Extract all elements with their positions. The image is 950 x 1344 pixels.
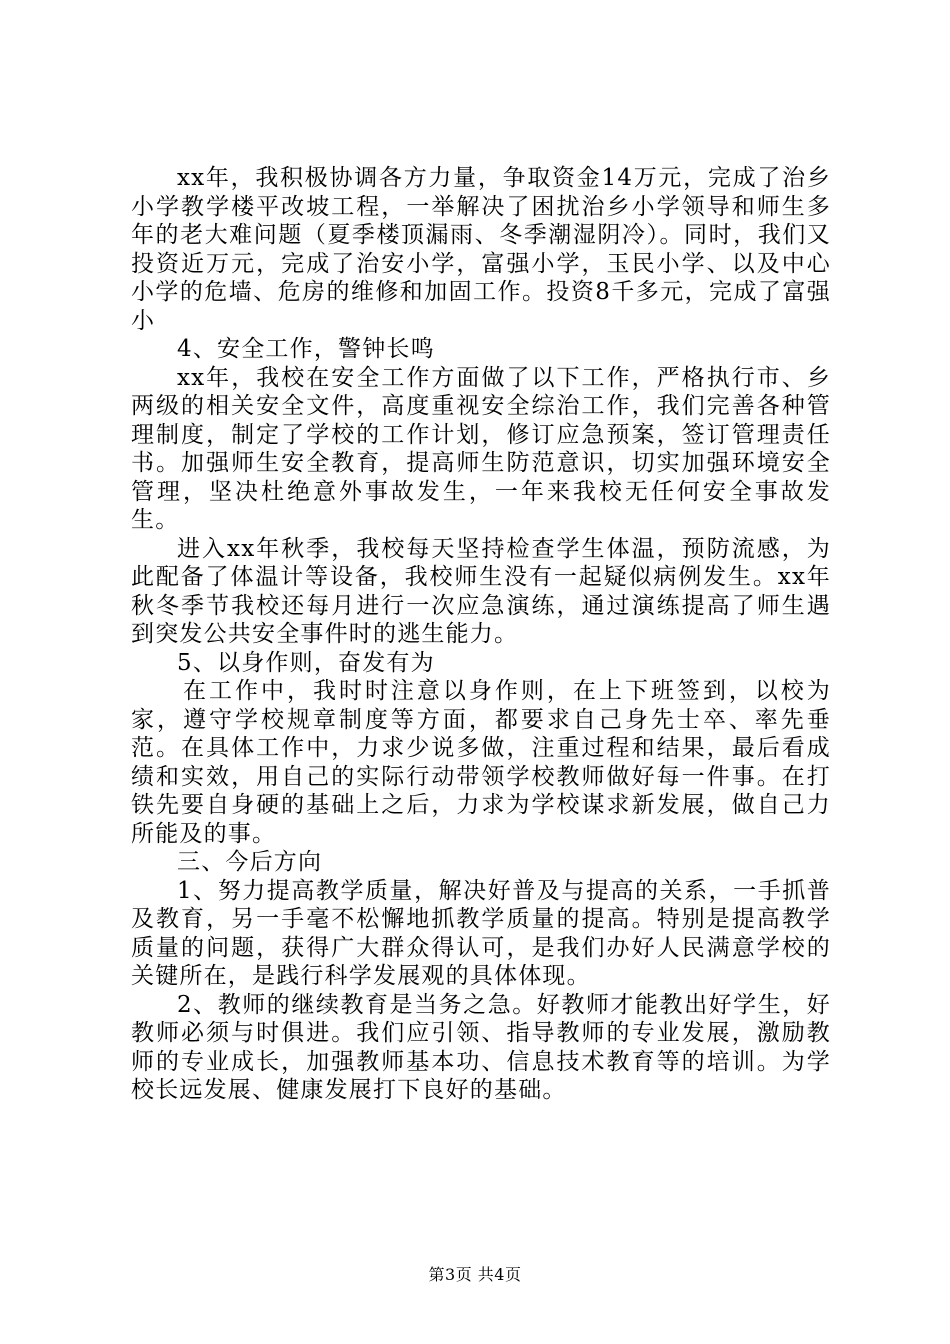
paragraph-teacher-education: 2、教师的继续教育是当务之急。好教师才能教出好学生，好教师必须与时俱进。我们应引领、指导教师的专业发展，激励教师的专业成长，加强教师基本功、信息技术教育等的培训。为学校长远发展、健康发展打下良好的基础。 (131, 991, 831, 1103)
page-number-footer: 第3页 共4页 (428, 1265, 522, 1284)
paragraph-safety: xx年，我校在安全工作方面做了以下工作，严格执行市、乡两级的相关安全文件，高度重视安全综治工作，我们完善各种管理制度，制定了学校的工作计划，修订应急预案，签订管理责任书。加强师生安全教育，提高师生防范意识，切实加强环境安全管理，坚决杜绝意外事故发生，一年来我校无任何安全事故发生。 (131, 364, 831, 533)
heading-safety-work: 4、安全工作，警钟长鸣 (177, 336, 435, 362)
paragraph-autumn: 进入xx年秋季，我校每天坚持检查学生体温，预防流感，为此配备了体温计等设备，我校师生没有一起疑似病例发生。xx年秋冬季节我校还每月进行一次应急演练，通过演练提高了师生遇到突发公共安全事件时的逃生能力。 (131, 535, 831, 647)
paragraph-funding: xx年，我积极协调各方力量，争取资金14万元，完成了治乡小学教学楼平改坡工程，一举解决了困扰治乡小学领导和师生多年的老大难问题（夏季楼顶漏雨、冬季潮湿阴冷）。同时，我们又投资近万元，完成了治安小学，富强小学，玉民小学、以及中心小学的危墙、危房的维修和加固工作。投资8千多元，完成了富强小 (131, 165, 831, 334)
heading-future-direction: 三、今后方向 (177, 849, 323, 875)
paragraph-work-ethic: 在工作中，我时时注意以身作则，在上下班签到，以校为家，遵守学校规章制度等方面，都要求自己身先士卒、率先垂范。在具体工作中，力求少说多做，注重过程和结果，最后看成绩和实效，用自己的实际行动带领学校教师做好每一件事。在打铁先要自身硬的基础上之后，力求为学校谋求新发展，做自己力所能及的事。 (131, 678, 831, 847)
document-body (131, 164, 831, 1105)
heading-lead-by-example: 5、以身作则，奋发有为 (177, 649, 435, 676)
paragraph-teaching-quality: 1、努力提高教学质量，解决好普及与提高的关系，一手抓普及教育，另一手毫不松懈地抓教学质量的提高。特别是提高教学质量的问题，获得广大群众得认可，是我们办好人民满意学校的关键所在，是践行科学发展观的具体体现。 (131, 877, 831, 989)
